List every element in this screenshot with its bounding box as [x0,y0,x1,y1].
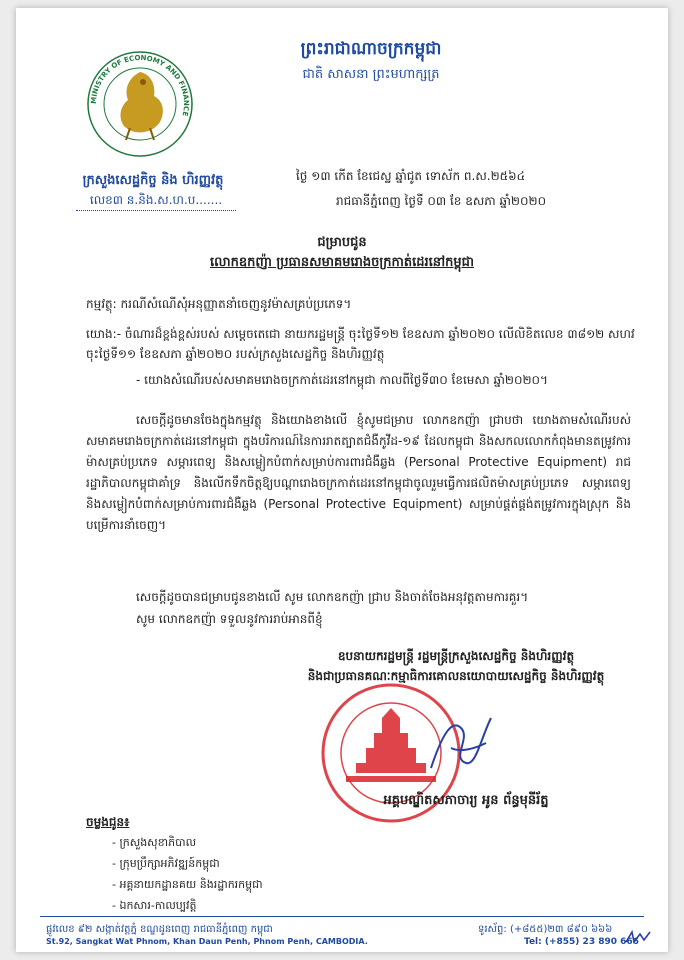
reference-1: យោង:- ចំណារដ៏ខ្ពង់ខ្ពស់របស់ សម្តេចតេជោ នាយករដ្ឋមន្ត្រី ចុះថ្ងៃទី១២ ខែឧសភា ឆ្នាំ២០២០ លើលិខិតលេខ ៣៨១២ សហវ ចុះថ្ងៃទី១១ ខែឧសភា ឆ្នាំ២០២០ របស់ក្រសួងសេដ្ឋកិច្ច និងហិរញ្ញវត្ថុ [86,327,635,361]
national-motto: ជាតិ សាសនា ព្រះមហាក្សត្រ [302,67,440,82]
phone-khmer: ទូរស័ព្ទ: (+៨៥៥)២៣ ៨៩០ ៦៦៦ [478,924,613,935]
reference-number: លេខ៣ ន.និង.ស.ហ.ប....... [76,192,236,211]
list-item: - អគ្គនាយកដ្ឋានគយ និងរដ្ឋាករកម្ពុជា [112,878,263,891]
cc-list [112,836,412,920]
reference-2: - យោងសំណើរបស់សមាគមរោងចក្រកាត់ដេរនៅកម្ពុជា កាលពីថ្ងៃទី៣០ ខែមេសា ឆ្នាំ២០២០។ [136,373,548,387]
signature-icon [421,698,501,788]
lunar-date: ថ្ងៃ ១៣ កើត ខែជេស្ឋ ឆ្នាំជូត ទោស័ក ព.ស.២៥៦៤ [296,169,526,183]
ministry-name: ក្រសួងសេដ្ឋកិច្ច និង ហិរញ្ញវត្ថុ [82,173,224,188]
footer-divider [40,916,644,917]
address-english: St.92, Sangkat Wat Phnom, Khan Daun Penh, Phnom Penh, CAMBODIA. [46,937,368,946]
logo-arc-text: MINISTRY OF ECONOMY AND FINANCE [89,53,191,117]
subject-line: កម្មវត្ថុ: ករណីសំណើសុំអនុញ្ញាតនាំចេញនូវម៉ាសគ្រប់ប្រភេទ។ [86,297,352,311]
list-item: - ក្រុមប្រឹក្សាអភិវឌ្ឍន៍កម្ពុជា [112,857,220,870]
closing-line-1: សេចក្តីដូចបានជម្រាបជូនខាងលើ សូម លោកឧកញ៉ា ជ្រាប និងចាត់ចែងអនុវត្តតាមការគួរ។ [136,590,529,604]
list-item: - ឯកសារ-កាលប្បវត្តិ [112,899,197,912]
body-paragraph-1: សេចក្តីដូចមានចែងក្នុងកម្មវត្ថុ និងយោងខាងលើ ខ្ញុំសូមជម្រាប លោកឧកញ៉ា ជ្រាបថា យោងតាមសំណើរបស់សមាគមរោងចក្រកាត់ដេរនៅកម្ពុជា ក្នុងបរិការណ៍នៃការរាតត្បាតជំងឺកូវីដ-១៩ ដែលកម្ពុជា និងសកលលោកកំពុងមានតម្រូវការម៉ាសគ្រប់ប្រភេទ សម្ភារពេទ្យ និងសម្លៀកបំពាក់សម្រាប់ការពារជំងឺឆ្លង (Personal Protective Equipment) រាជរដ្ឋាភិបាលកម្ពុជាគាំទ្រ និងលើកទឹកចិត្តឱ្យបណ្តារោងចក្រកាត់ដេរនៅកម្ពុជាចូលរួមធ្វើការផលិតម៉ាសគ្រប់ប្រភេទ សម្ភារពេទ្យ និងសម្លៀកបំពាក់សម្រាប់ការពារជំងឺឆ្លង (Personal Protective Equipment) សម្រាប់ផ្គត់ផ្គង់តម្រូវការក្នុងស្រុក និងបម្រើការនាំចេញ។ [86,413,631,532]
body-paragraph-2 [86,586,631,630]
phone-english: Tel: (+855) 23 890 666 [524,937,639,947]
signer-title-1: ឧបនាយករដ្ឋមន្ត្រី រដ្ឋមន្ត្រីក្រសួងសេដ្ឋកិច្ច និងហិរញ្ញវត្ថុ [337,649,575,663]
ministry-logo [80,44,200,164]
signer-title-2: និងជាប្រធានគណៈកម្មាធិការគោលនយោបាយសេដ្ឋកិច្ច និងហិរញ្ញវត្ថុ [307,669,605,683]
recipient: លោកឧកញ៉ា ប្រធានសមាគមរោងចក្រកាត់ដេរនៅកម្ពុជា [210,255,474,270]
address-khmer: ផ្លូវលេខ ៩២ សង្កាត់វត្តភ្នំ ខណ្ឌដូនពេញ រាជធានីភ្នំពេញ កម្ពុជា [46,924,273,935]
notice-heading: ជម្រាបជូន [317,235,367,250]
signer-name: អគ្គបណ្ឌិតសភាចារ្យ អូន ព័ន្ធមុនីរ័ត្ន [383,793,549,808]
list-item: - ក្រសួងសុខាភិបាល [112,836,197,849]
closing-line-2: សូម លោកឧកញ៉ា ទទួលនូវការរាប់អានពីខ្ញុំ [136,612,323,626]
solar-date: រាជធានីភ្នំពេញ ថ្ងៃទី ០៣ ខែ ឧសភា ឆ្នាំ២០២០ [336,194,547,208]
initial-mark-icon [624,928,652,946]
letter-page [16,8,668,952]
kingdom-title: ព្រះរាជាណាចក្រកម្ពុជា [300,39,442,59]
cc-title: ចម្លងជូន៖ [86,815,130,829]
